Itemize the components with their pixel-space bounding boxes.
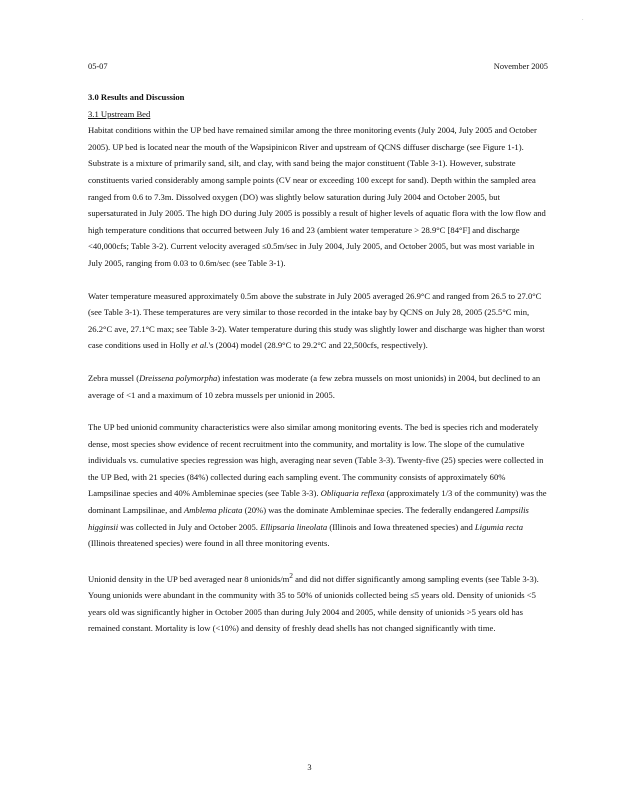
- section-title: 3.0 Results and Discussion: [88, 92, 185, 102]
- paragraph-zebra-text-a: Zebra mussel (: [88, 372, 140, 383]
- paragraph-density-text-a: Unionid density in the UP bed averaged near 8 unionids/m: [88, 573, 290, 584]
- species-lampsilis: Lampsilis higginsii: [88, 505, 529, 532]
- species-ligumia: Ligumia recta: [474, 521, 524, 532]
- species-amblema: Amblema plicata: [183, 505, 243, 516]
- paragraph-zebra-italic: Dreissena polymorpha: [139, 372, 218, 383]
- paragraph-community-text-b: (approximately 1/3 of the community) was the dominant Lampsilinae, and: [88, 488, 547, 516]
- species-obliquaria: Obliquaria reflexa: [320, 488, 385, 499]
- paragraph-zebra-mussel: [88, 370, 548, 403]
- page-number: 3: [307, 763, 312, 772]
- paragraph-community-text-c: (20%) was the dominate Ambleminae species. The federally endangered: [242, 505, 496, 516]
- corner-mark: .: [582, 16, 584, 22]
- document-id: 05-07: [88, 62, 108, 71]
- document-date: November 2005: [493, 62, 548, 71]
- paragraph-gap: [88, 552, 548, 568]
- paragraph-community-text-f: (Illinois threatened species) were found in all three monitoring events.: [88, 538, 330, 549]
- paragraph-community-text-e: (Illinois and Iowa threatened species) and: [327, 521, 475, 532]
- paragraph-community-text-d: was collected in July and October 2005.: [118, 521, 261, 532]
- paragraph-community: [88, 419, 548, 552]
- paragraph-gap: [88, 272, 548, 288]
- subsection-title: 3.1 Upstream Bed: [88, 108, 151, 119]
- paragraph-zebra-text-b: ) infestation was moderate (a few zebra mussels on most unionids) in 2004, but declined to an average of <1 and a maximum of 10 zebra mussels per unionid in 2005.: [88, 372, 541, 400]
- paragraph-temperature: [88, 288, 548, 354]
- page-content: [88, 89, 548, 637]
- species-ellipsaria: Ellipsaria lineolata: [260, 521, 328, 532]
- paragraph-density-superscript: 2: [289, 571, 293, 580]
- paragraph-temperature-text-b: 's (2004) model (28.9°C to 29.2°C and 22,500cfs, respectively).: [208, 340, 428, 351]
- paragraph-density: [88, 568, 548, 637]
- page-header: [88, 62, 548, 71]
- paragraph-density-text-b: and did not differ significantly among sampling events (see Table 3-3). Young unionids were abundant in the community with 35 to 50% of unionids collected being ≤5 years old. Density of unionids <5 years old was significantly higher in October 2005 than during July 2004 and 2005, while density of unionids >5 years old has remained constant. Mortality is low (<10%) and density of freshly dead shells has not changed significantly with time.: [88, 573, 539, 634]
- paragraph-community-text-a: The UP bed unionid community characteristics were also similar among monitoring events. The bed is species rich and moderately dense, most species show evidence of recent recruitment into the community, and mortality is low. The slope of the cumulative individuals vs. cumulative species regression was high, averaging near seven (Table 3-3). Twenty-five (25) species were collected in the UP Bed, with 21 species (84%) collected during each sampling event. The community consists of approximately 60% Lampsilinae species and 40% Ambleminae species (see Table 3-3).: [88, 422, 544, 499]
- paragraph-temperature-italic: et al.: [191, 340, 209, 351]
- paragraph-gap: [88, 403, 548, 419]
- paragraph-habitat: Habitat conditions within the UP bed have remained similar among the three monitoring events (July 2004, July 2005 and October 2005). UP bed is located near the mouth of the Wapsipinicon River and upstream of QCNS diffuser discharge (see Figure 1-1). Substrate is a mixture of primarily sand, silt, and clay, with sand being the major constituent (Table 3-1). However, substrate constituents varied considerably among sample points (CV near or exceeding 100 except for sand). Depth within the sampled area ranged from 0.6 to 7.3m. Dissolved oxygen (DO) was slightly below saturation during July 2004 and October 2005, but supersaturated in July 2005. The high DO during July 2005 is possibly a result of higher levels of aquatic flora with the low flow and high temperature conditions that occurred between July 16 and 23 (ambient water temperature > 28.9°C [84°F] and discharge <40,000cfs; Table 3-2). Current velocity averaged ≤0.5m/sec in July 2004, July 2005, and October 2005, but was most variable in July 2005, ranging from 0.03 to 0.6m/sec (see Table 3-1).: [88, 125, 546, 268]
- paragraph-temperature-text-a: Water temperature measured approximately 0.5m above the substrate in July 2005 averaged 26.9°C and ranged from 26.5 to 27.0°C (see Table 3-1). These temperatures are very similar to those recorded in the intake bay by QCNS on July 28, 2005 (25.5°C min, 26.2°C ave, 27.1°C max; see Table 3-2). Water temperature during this study was slightly lower and discharge was higher than worst case conditions used in Holly: [88, 290, 545, 351]
- paragraph-gap: [88, 354, 548, 370]
